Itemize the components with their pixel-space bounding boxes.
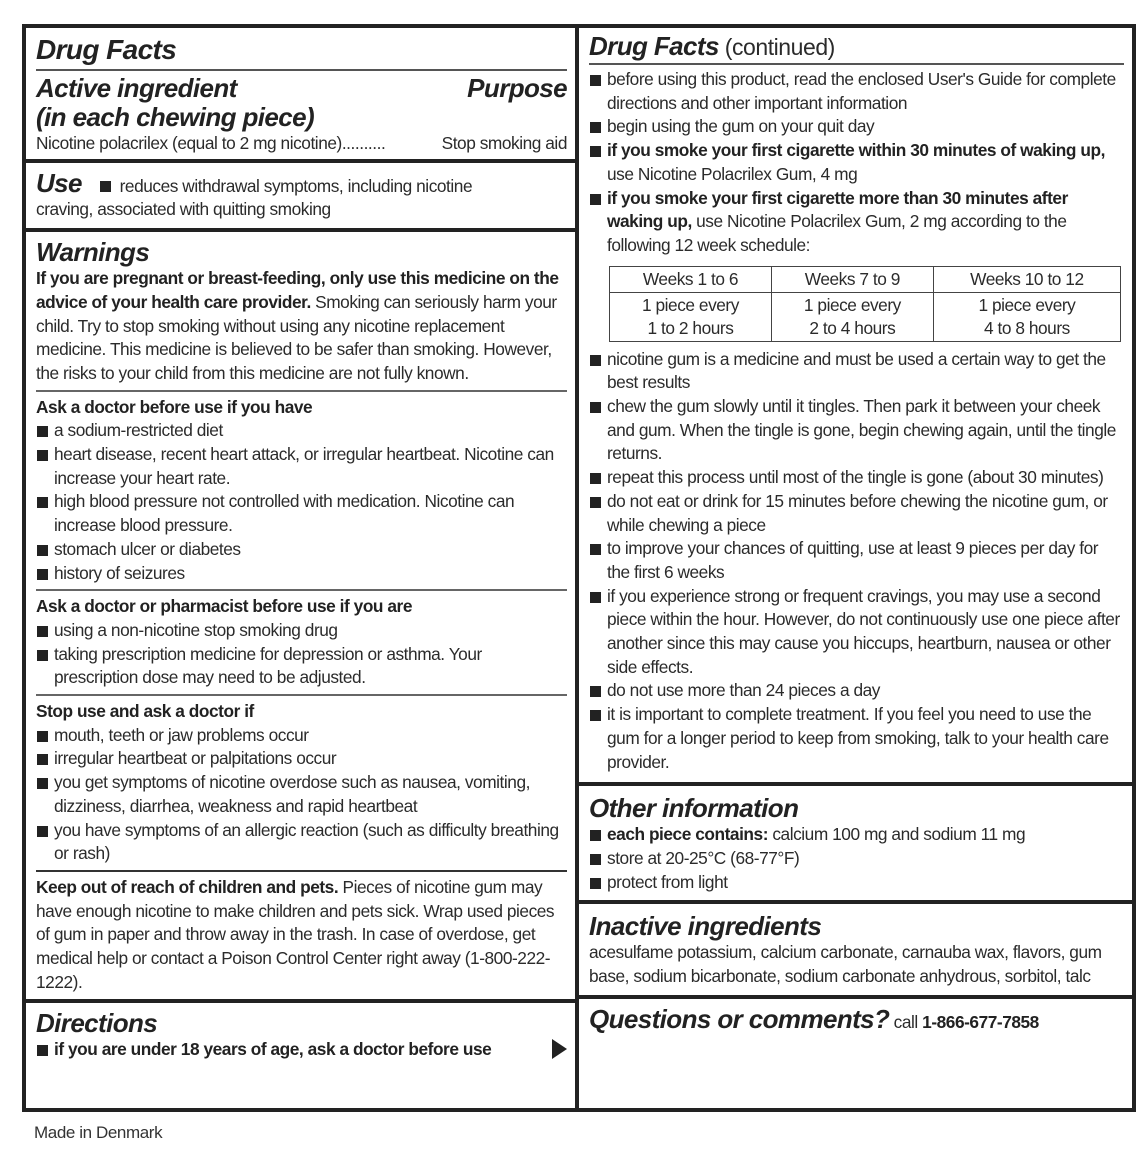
list-item: using a non-nicotine stop smoking drug [36, 619, 567, 643]
table-header-row [610, 266, 1121, 292]
directions-list-start [36, 1038, 491, 1062]
other-information-heading: Other information [589, 793, 799, 824]
directions-list-2 [589, 348, 1124, 779]
drug-facts-label [22, 24, 1136, 1112]
questions-heading: Questions or comments? [589, 1003, 890, 1034]
divider [36, 870, 567, 872]
pregnancy-warning [36, 267, 567, 386]
questions-section [579, 999, 1132, 1039]
purpose-heading: Purpose [467, 73, 567, 103]
ingredient-purpose: Stop smoking aid [441, 133, 567, 153]
keep-out-warning [36, 876, 567, 995]
divider [36, 69, 567, 71]
list-item: taking prescription medicine for depression or asthma. Your prescription dose may need to be adjusted. [36, 643, 567, 690]
active-ingredient-section [26, 28, 575, 163]
list-item: you get symptoms of nicotine overdose such as nausea, vomiting, dizziness, diarrhea, weakness and rapid heartbeat [36, 771, 567, 818]
list-item: repeat this process until most of the tingle is gone (about 30 minutes) [589, 466, 1124, 490]
use-section [26, 163, 575, 232]
list-item: nicotine gum is a medicine and must be used a certain way to get the best results [589, 348, 1124, 395]
list-item: if you smoke your first cigarette more than 30 minutes after waking up, use Nicotine Polacrilex Gum, 2 mg according to the following 12 week schedule: [589, 187, 1124, 258]
pregnancy-warning-text: Smoking can seriously harm your child. Try to stop smoking without using any nicotine replacement medicine. This medicine is believed to be safer than smoking. However, the risks to your child from this medicine are not fully known. [36, 291, 557, 383]
use-text: reduces withdrawal symptoms, including nicotine [119, 175, 473, 196]
left-column [26, 28, 579, 1108]
table-cell: 1 piece every 2 to 4 hours [771, 292, 933, 341]
table-header: Weeks 10 to 12 [933, 266, 1120, 292]
list-item: store at 20-25°C (68-77°F) [589, 847, 1124, 871]
ask-pharmacist-heading: Ask a doctor or pharmacist before use if you are [36, 596, 412, 617]
list-item: do not eat or drink for 15 minutes before chewing the nicotine gum, or while chewing a piece [589, 490, 1124, 537]
divider [589, 63, 1124, 65]
dosing-schedule-table [609, 266, 1121, 342]
list-item: heart disease, recent heart attack, or irregular heartbeat. Nicotine can increase your heart rate. [36, 443, 567, 490]
ingredient-name: Nicotine polacrilex (equal to 2 mg nicotine).......... [36, 133, 386, 153]
list-item: you have symptoms of an allergic reaction (such as difficulty breathing or rash) [36, 819, 567, 866]
ask-pharmacist-list [36, 619, 567, 690]
list-item: to improve your chances of quitting, use at least 9 pieces per day for the first 6 weeks [589, 537, 1124, 584]
list-item: if you experience strong or frequent cravings, you may use a second piece within the hour. However, do not continuously use one piece after another since this may cause you hiccups, heartburn, nausea or other side effects. [589, 585, 1124, 680]
bullet-icon [100, 181, 111, 192]
questions-call-label: call [889, 1011, 923, 1032]
table-cell: 1 piece every 4 to 8 hours [933, 292, 1120, 341]
pregnancy-warning-bold: If you are pregnant or breast-feeding, only use this medicine on the advice of your health care provider. [36, 268, 559, 312]
active-ingredient-heading: Active ingredient [36, 73, 237, 103]
table-header: Weeks 1 to 6 [610, 266, 772, 292]
directions-first-row [36, 1038, 567, 1062]
ingredient-row [36, 132, 567, 156]
list-item: each piece contains: calcium 100 mg and sodium 11 mg [589, 823, 1124, 847]
warnings-heading: Warnings [36, 237, 150, 268]
divider [36, 694, 567, 696]
divider [36, 589, 567, 591]
list-item: do not use more than 24 pieces a day [589, 679, 1124, 703]
ask-doctor-heading: Ask a doctor before use if you have [36, 396, 313, 417]
table-cell: 1 piece every 1 to 2 hours [610, 292, 772, 341]
list-item: protect from light [589, 871, 1124, 895]
use-heading: Use [36, 167, 82, 198]
table-header: Weeks 7 to 9 [771, 266, 933, 292]
list-item: a sodium-restricted diet [36, 419, 567, 443]
keep-out-text: Pieces of nicotine gum may have enough nicotine to make children and pets sick. Wrap used pieces of gum in paper and throw away in the trash. In case of overdose, get medical help or contact a Poison Control Center right away (1-800-222-1222). [36, 876, 555, 992]
made-in-label: Made in Denmark [34, 1123, 163, 1142]
list-item: before using this product, read the enclosed User's Guide for complete directions and other important information [589, 68, 1124, 115]
warnings-section [26, 232, 575, 1002]
list-item: history of seizures [36, 562, 567, 586]
continued-suffix: (continued) [718, 34, 835, 60]
directions-heading: Directions [36, 1007, 158, 1038]
use-line1 [36, 169, 567, 199]
stop-use-list [36, 724, 567, 866]
list-item: mouth, teeth or jaw problems occur [36, 724, 567, 748]
other-information-list [589, 823, 1124, 894]
list-item: begin using the gum on your quit day [589, 115, 1124, 139]
list-item: irregular heartbeat or palpitations occur [36, 747, 567, 771]
inactive-ingredients-text: acesulfame potassium, calcium carbonate, carnauba wax, flavors, gum base, sodium bicarbonate, sodium carbonate anhydrous, sorbitol, talc [589, 942, 1102, 987]
directions-section [26, 1003, 575, 1068]
keep-out-bold: Keep out of reach of children and pets. [36, 876, 339, 897]
drug-facts-title: Drug Facts [36, 34, 177, 65]
directions-continued-section [579, 28, 1132, 786]
active-heading-row [36, 74, 567, 103]
use-text-cont: craving, associated with quitting smoking [36, 199, 331, 220]
list-item: if you smoke your first cigarette within 30 minutes of waking up, use Nicotine Polacrilex Gum, 4 mg [589, 139, 1124, 186]
list-item: if you are under 18 years of age, ask a doctor before use [36, 1038, 491, 1062]
list-item: stomach ulcer or diabetes [36, 538, 567, 562]
drug-facts-continued-title: Drug Facts [589, 31, 719, 61]
stop-use-heading: Stop use and ask a doctor if [36, 701, 254, 722]
questions-phone: 1-866-677-7858 [922, 1011, 1039, 1032]
ask-doctor-list [36, 419, 567, 585]
table-row [610, 292, 1121, 341]
continued-title-row [589, 32, 1124, 61]
list-item: chew the gum slowly until it tingles. Then park it between your cheek and gum. When the tingle is gone, begin chewing again, until the tingle returns. [589, 395, 1124, 466]
inactive-ingredients-section [579, 904, 1132, 998]
directions-list [589, 68, 1124, 258]
list-item: it is important to complete treatment. If you feel you need to use the gum for a longer period to keep from smoking, talk to your health care provider. [589, 703, 1124, 774]
divider [36, 390, 567, 392]
inactive-ingredients-heading: Inactive ingredients [589, 911, 822, 942]
other-information-section [579, 786, 1132, 904]
continue-arrow-icon [552, 1039, 567, 1059]
active-ingredient-subheading: (in each chewing piece) [36, 102, 315, 132]
right-column [579, 28, 1132, 1108]
list-item: high blood pressure not controlled with medication. Nicotine can increase blood pressure. [36, 490, 567, 537]
